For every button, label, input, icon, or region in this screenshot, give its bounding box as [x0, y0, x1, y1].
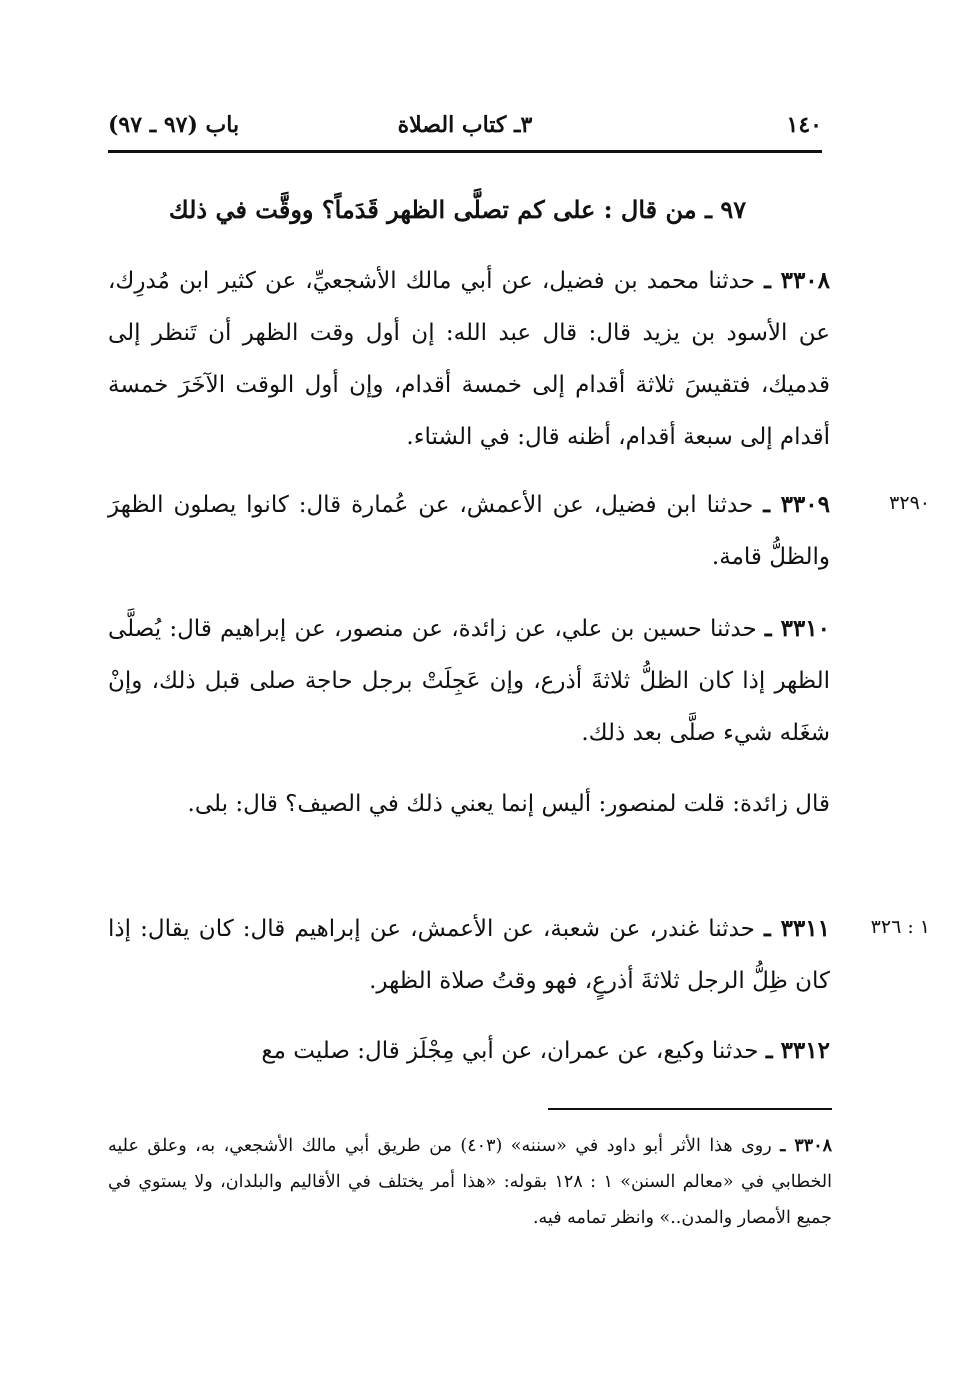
chapter-title: ٩٧ ـ من قال : على كم تصلَّى الظهر قَدَماً؟ ووقَّت في ذلك [168, 195, 747, 224]
hadith-paragraph [108, 255, 830, 463]
commentary-text: قال زائدة: قلت لمنصور: أليس إنما يعني ذلك في الصيف؟ قال: بلى. [187, 791, 830, 817]
footnote [108, 1128, 832, 1236]
hadith-paragraph [108, 1025, 830, 1077]
hadith-text: حدثنا حسين بن علي، عن زائدة، عن منصور، عن إبراهيم قال: يُصلَّى الظهر إذا كان الظلُّ ثلاثةَ أذرع، وإن عَجِلَتْ برجل حاجة صلى قبل ذلك، وإنْ شغَله شيء صلَّى بعد ذلك. [108, 616, 830, 746]
hadith-text: حدثنا ابن فضيل، عن الأعمش، عن عُمارة قال: كانوا يصلون الظهرَ والظلُّ قامة. [108, 492, 830, 570]
hadith-number: ٣٣١٢ ـ [765, 1037, 830, 1064]
hadith-text: حدثنا محمد بن فضيل، عن أبي مالك الأشجعيِّ، عن كثير ابن مُدرِك، عن الأسود بن يزيد قال: قال عبد الله: إن أول وقت الظهر أن تَنظر إلى قدميك، فتقيسَ ثلاثة أقدام إلى خمسة أقدام، وإن أول الوقت الآخَرَ خمسة أقدام إلى سبعة أقدام، أظنه قال: في الشتاء. [108, 268, 830, 450]
hadith-text: حدثنا وكيع، عن عمران، عن أبي مِجْلَز قال: صليت مع [261, 1038, 759, 1064]
hadith-paragraph [108, 603, 830, 759]
hadith-number: ٣٣١٠ ـ [764, 615, 830, 642]
hadith-number: ٣٣٠٨ ـ [764, 267, 831, 294]
hadith-text: حدثنا غندر، عن شعبة، عن الأعمش، عن إبراهيم قال: كان يقال: إذا كان ظِلُّ الرجل ثلاثةَ أذرعٍ، فهو وقتُ صلاة الظهر. [108, 916, 830, 994]
footnote-number: ٣٣٠٨ ـ [780, 1136, 832, 1156]
cross-reference-note: ١ : ٣٢٦ [870, 916, 930, 938]
book-title: ٣ـ كتاب الصلاة [397, 112, 533, 138]
cross-reference-note: ٣٢٩٠ [889, 492, 930, 514]
footnote-text: روى هذا الأثر أبو داود في «سننه» (٤٠٣) من طريق أبي مالك الأشجعي، به، وعلق عليه الخطابي في «معالم السنن» ١ : ١٢٨ بقوله: «هذا أمر يختلف في الأقاليم والبلدان، ولا يستوي في جميع الأمصار والمدن..» وانظر تمامه فيه. [108, 1136, 832, 1228]
chapter-range: باب (٩٧ ـ ٩٧) [108, 112, 240, 138]
hadith-number: ٣٣٠٩ ـ [763, 491, 830, 518]
page-header [108, 112, 822, 148]
hadith-paragraph [108, 479, 830, 583]
page-number: ١٤٠ [786, 112, 822, 138]
footnote-divider [548, 1108, 832, 1110]
header-divider [108, 150, 822, 153]
commentary-paragraph [108, 778, 830, 830]
hadith-number: ٣٣١١ ـ [764, 915, 830, 942]
hadith-paragraph [108, 903, 830, 1007]
